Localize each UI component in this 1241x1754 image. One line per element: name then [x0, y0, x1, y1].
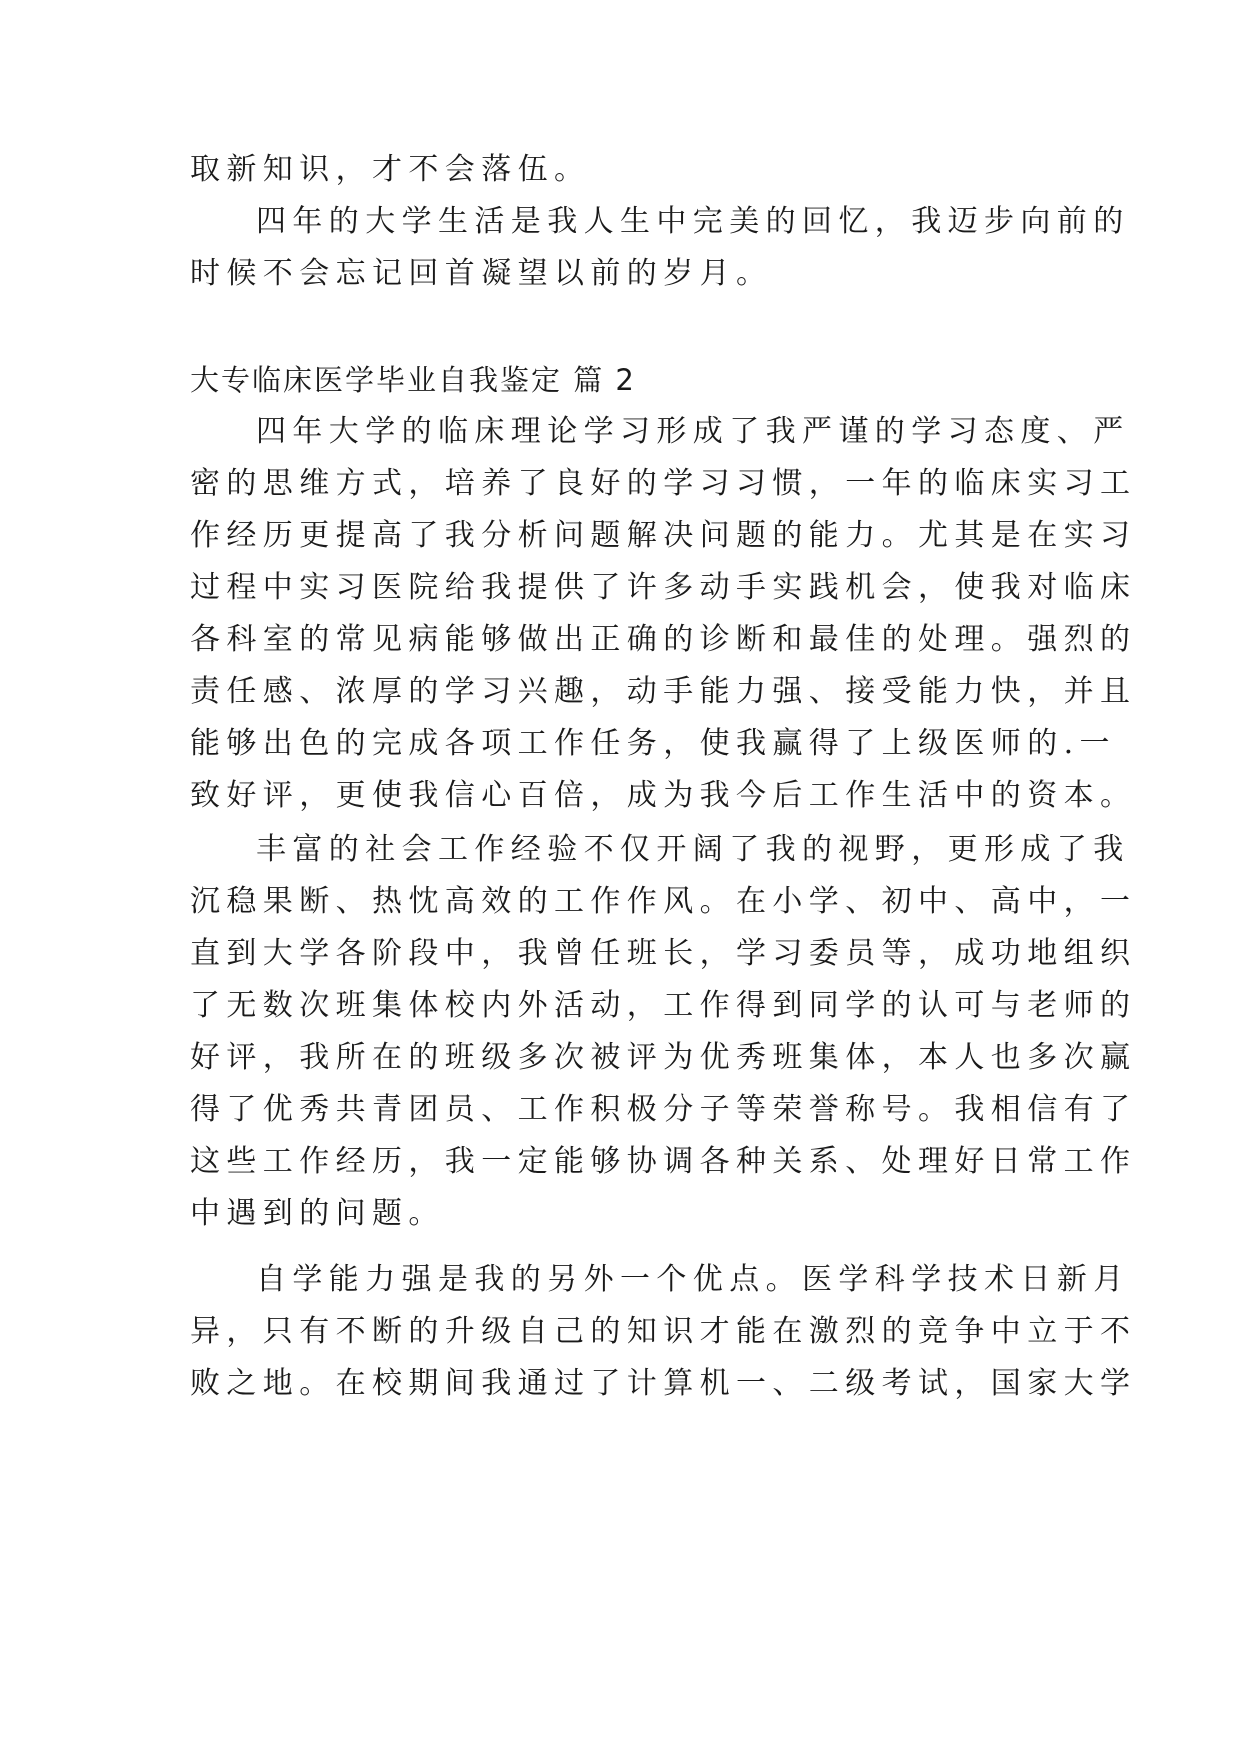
text-line: 沉稳果断、热忱高效的工作作风。在小学、初中、高中，一 — [190, 884, 1137, 919]
text-line: 异，只有不断的升级自己的知识才能在激烈的竞争中立于不 — [190, 1314, 1137, 1349]
text-line: 过程中实习医院给我提供了许多动手实践机会，使我对临床 — [190, 570, 1137, 605]
text-line: 这些工作经历，我一定能够协调各种关系、处理好日常工作 — [190, 1144, 1137, 1179]
text-line: 中遇到的问题。 — [190, 1196, 445, 1231]
text-line: 时候不会忘记回首凝望以前的岁月。 — [190, 256, 773, 291]
text-line: 作经历更提高了我分析问题解决问题的能力。尤其是在实习 — [190, 518, 1137, 553]
text-line: 败之地。在校期间我通过了计算机一、二级考试，国家大学 — [190, 1366, 1137, 1401]
text-line: 四年大学的临床理论学习形成了我严谨的学习态度、严 — [256, 414, 1130, 449]
text-line: 好评，我所在的班级多次被评为优秀班集体，本人也多次赢 — [190, 1040, 1137, 1075]
text-line: 得了优秀共青团员、工作积极分子等荣誉称号。我相信有了 — [190, 1092, 1137, 1127]
text-line: 各科室的常见病能够做出正确的诊断和最佳的处理。强烈的 — [190, 622, 1137, 657]
text-line: 能够出色的完成各项工作任务，使我赢得了上级医师的.一 — [190, 726, 1116, 761]
text-line: 密的思维方式，培养了良好的学习习惯，一年的临床实习工 — [190, 466, 1137, 501]
text-line: 了无数次班集体校内外活动，工作得到同学的认可与老师的 — [190, 988, 1137, 1023]
text-line: 自学能力强是我的另外一个优点。医学科学技术日新月 — [256, 1262, 1130, 1297]
text-line: 丰富的社会工作经验不仅开阔了我的视野，更形成了我 — [256, 832, 1130, 867]
text-line: 责任感、浓厚的学习兴趣，动手能力强、接受能力快，并且 — [190, 674, 1137, 709]
section-heading: 大专临床医学毕业自我鉴定 篇 2 — [190, 363, 636, 397]
text-line: 取新知识，才不会落伍。 — [190, 152, 591, 187]
text-line: 致好评，更使我信心百倍，成为我今后工作生活中的资本。 — [190, 778, 1137, 813]
text-line: 直到大学各阶段中，我曾任班长，学习委员等，成功地组织 — [190, 936, 1137, 971]
text-line: 四年的大学生活是我人生中完美的回忆，我迈步向前的 — [256, 204, 1130, 239]
